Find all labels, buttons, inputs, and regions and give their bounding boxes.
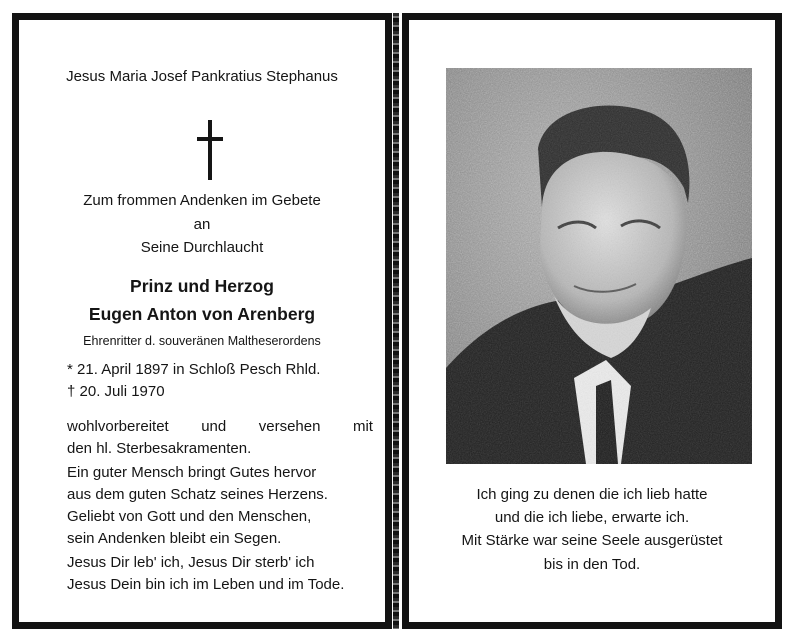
sacraments-line: den hl. Sterbesakramenten. <box>67 440 252 457</box>
deceased-title: Prinz und Herzog <box>130 276 274 296</box>
verse-line: sein Andenken bleibt ein Segen. <box>67 530 282 547</box>
portrait-photo <box>446 68 752 464</box>
order-membership: Ehrenritter d. souveränen Maltheserordens <box>83 334 321 348</box>
quote-line: bis in den Tod. <box>543 556 641 573</box>
sacraments-line <box>67 418 373 435</box>
quote-line: und die ich liebe, erwarte ich. <box>494 509 690 526</box>
death-date: † 20. Juli 1970 <box>67 383 165 400</box>
verse-line: Geliebt von Gott und den Menschen, <box>67 508 312 525</box>
card-left-panel <box>12 13 392 629</box>
intro-line: Zum frommen Andenken im Gebete <box>83 192 321 209</box>
word: versehen <box>258 418 321 435</box>
prayer-line: Jesus Dir leb' ich, Jesus Dir sterb' ich <box>67 554 315 571</box>
quote-line: Ich ging zu denen die ich lieb hatte <box>476 486 708 503</box>
saints-names: Jesus Maria Josef Pankratius Stephanus <box>66 68 338 85</box>
intro-line: an <box>193 216 211 233</box>
word: mit <box>352 418 373 435</box>
word: wohlvorbereitet <box>67 418 169 435</box>
verse-line: Ein guter Mensch bringt Gutes hervor <box>67 464 317 481</box>
intro-line: Seine Durchlaucht <box>140 239 264 256</box>
cross-icon <box>197 120 223 180</box>
prayer-line: Jesus Dein bin ich im Leben und im Tode. <box>67 576 345 593</box>
word: und <box>201 418 227 435</box>
birth-date: * 21. April 1897 in Schloß Pesch Rhld. <box>67 361 321 378</box>
verse-line: aus dem guten Schatz seines Herzens. <box>67 486 328 503</box>
deceased-name: Eugen Anton von Arenberg <box>88 304 316 324</box>
quote-line: Mit Stärke war seine Seele ausgerüstet <box>461 532 723 549</box>
card-fold <box>393 13 399 629</box>
